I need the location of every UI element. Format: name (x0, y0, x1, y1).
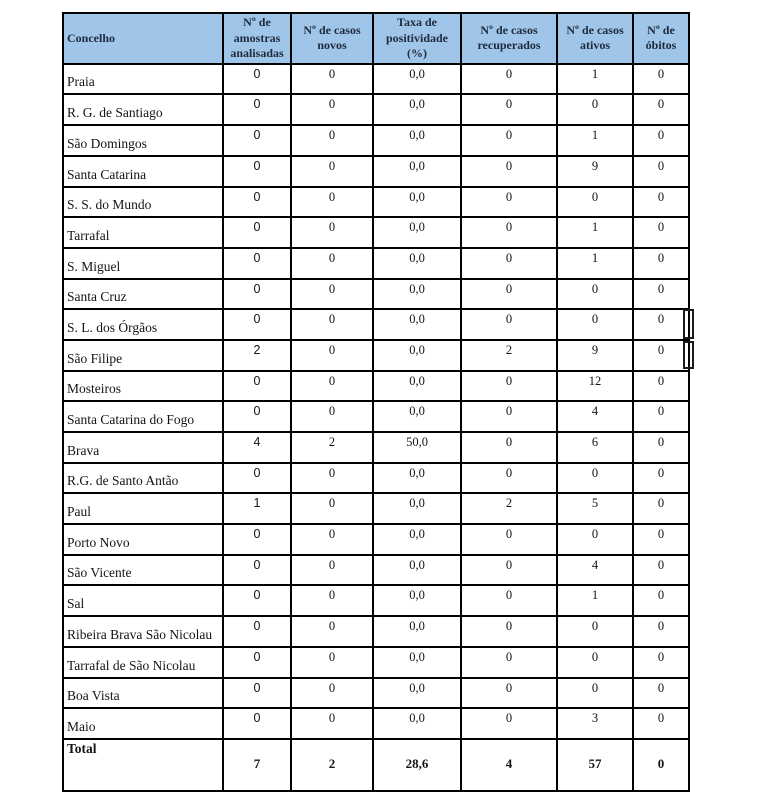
table-cell: 0 (557, 309, 633, 340)
total-cell: 4 (461, 739, 557, 791)
table-cell: 0 (223, 309, 291, 340)
table-cell: 0 (291, 125, 373, 156)
table-cell: 0 (223, 524, 291, 555)
table-cell: 0 (461, 555, 557, 586)
table-cell: 0 (291, 401, 373, 432)
table-cell: 1 (557, 64, 633, 95)
row-label: São Domingos (63, 125, 223, 156)
table-cell: 0 (633, 340, 689, 371)
table-cell: 0 (557, 94, 633, 125)
table-cell: 0 (633, 463, 689, 494)
table-cell: 0 (223, 678, 291, 709)
table-row (63, 493, 689, 524)
table-cell: 0 (291, 94, 373, 125)
table-cell: 0 (223, 708, 291, 739)
row-label: Praia (63, 64, 223, 95)
table-cell: 0 (223, 555, 291, 586)
table-cell: 0,0 (373, 217, 461, 248)
cases-by-concelho-table (62, 12, 690, 792)
table-cell: 0 (461, 708, 557, 739)
table-cell: 0 (633, 156, 689, 187)
table-cell: 0 (223, 187, 291, 218)
table-cell: 50,0 (373, 432, 461, 463)
table-cell: 0 (461, 432, 557, 463)
table-cell: 0 (461, 678, 557, 709)
row-label: Brava (63, 432, 223, 463)
table-cell: 9 (557, 156, 633, 187)
row-label: Boa Vista (63, 678, 223, 709)
table-cell: 0 (223, 616, 291, 647)
table-cell: 4 (557, 555, 633, 586)
table-row (63, 647, 689, 678)
table-cell: 0,0 (373, 463, 461, 494)
table-cell: 0 (633, 493, 689, 524)
table-cell: 0 (291, 187, 373, 218)
cases-table-container (62, 12, 690, 792)
table-cell: 0 (461, 217, 557, 248)
table-cell: 0 (291, 371, 373, 402)
table-cell: 0 (291, 64, 373, 95)
table-cell: 0 (223, 463, 291, 494)
row-label: Santa Catarina do Fogo (63, 401, 223, 432)
table-cell: 0 (223, 217, 291, 248)
table-cell: 0 (461, 647, 557, 678)
total-cell: 28,6 (373, 739, 461, 791)
table-cell: 0 (633, 678, 689, 709)
row-label: Santa Cruz (63, 279, 223, 310)
table-cell: 0 (633, 217, 689, 248)
row-label: R.G. de Santo Antão (63, 463, 223, 494)
column-header-concelho: Concelho (63, 13, 223, 64)
column-header-casos-ativos: Nº de casos ativos (557, 13, 633, 64)
total-cell: 7 (223, 739, 291, 791)
table-cell: 1 (557, 585, 633, 616)
row-label: Maio (63, 708, 223, 739)
table-row (63, 555, 689, 586)
table-cell: 0,0 (373, 647, 461, 678)
table-cell: 0,0 (373, 64, 461, 95)
table-cell: 0 (633, 64, 689, 95)
table-row (63, 432, 689, 463)
table-cell: 0,0 (373, 585, 461, 616)
table-cell: 0 (633, 371, 689, 402)
row-label: R. G. de Santiago (63, 94, 223, 125)
table-row (63, 217, 689, 248)
table-cell: 0 (461, 463, 557, 494)
table-cell: 0,0 (373, 94, 461, 125)
table-row (63, 401, 689, 432)
table-row (63, 678, 689, 709)
table-cell: 0,0 (373, 309, 461, 340)
table-cell: 0 (557, 524, 633, 555)
column-header-taxa-positividade: Taxa de positividade (%) (373, 13, 461, 64)
table-cell: 0 (557, 678, 633, 709)
row-label: Paul (63, 493, 223, 524)
table-cell: 0 (633, 248, 689, 279)
table-cell: 0 (291, 708, 373, 739)
total-cell: 57 (557, 739, 633, 791)
table-cell: 0 (557, 279, 633, 310)
table-cell: 0 (291, 156, 373, 187)
row-label: S. S. do Mundo (63, 187, 223, 218)
table-cell: 0 (223, 279, 291, 310)
table-cell: 0 (461, 94, 557, 125)
table-cell: 2 (461, 340, 557, 371)
total-label: Total (63, 739, 223, 791)
table-cell: 0,0 (373, 708, 461, 739)
table-cell: 0 (291, 248, 373, 279)
table-row (63, 708, 689, 739)
table-cell: 12 (557, 371, 633, 402)
table-cell: 0,0 (373, 678, 461, 709)
table-cell: 0 (633, 524, 689, 555)
table-cell: 0 (557, 463, 633, 494)
table-cell: 0 (223, 371, 291, 402)
column-header-amostras-analisadas: Nº de amostras analisadas (223, 13, 291, 64)
column-header-casos-novos: Nº de casos novos (291, 13, 373, 64)
table-cell: 0 (291, 279, 373, 310)
table-cell: 5 (557, 493, 633, 524)
table-row (63, 463, 689, 494)
table-cell: 0 (461, 524, 557, 555)
table-cell: 0 (223, 94, 291, 125)
table-cell: 0,0 (373, 248, 461, 279)
table-cell: 0 (633, 279, 689, 310)
table-cell: 0 (633, 647, 689, 678)
table-cell: 4 (223, 432, 291, 463)
table-cell: 0 (291, 555, 373, 586)
table-cell: 0,0 (373, 340, 461, 371)
table-cell: 0 (633, 555, 689, 586)
row-label: São Filipe (63, 340, 223, 371)
row-label: S. L. dos Órgãos (63, 309, 223, 340)
table-row (63, 585, 689, 616)
table-cell: 1 (223, 493, 291, 524)
table-row (63, 340, 689, 371)
table-row (63, 187, 689, 218)
row-label: Sal (63, 585, 223, 616)
table-cell: 0 (557, 187, 633, 218)
table-cell: 0 (461, 309, 557, 340)
row-label: São Vicente (63, 555, 223, 586)
table-cell: 0,0 (373, 156, 461, 187)
column-header-casos-recuperados: Nº de casos recuperados (461, 13, 557, 64)
table-cell: 0 (461, 585, 557, 616)
column-header-obitos: Nº de óbitos (633, 13, 689, 64)
table-cell: 0 (223, 248, 291, 279)
row-label: Mosteiros (63, 371, 223, 402)
table-cell: 0 (557, 647, 633, 678)
table-row (63, 94, 689, 125)
table-cell: 6 (557, 432, 633, 463)
table-cell: 4 (557, 401, 633, 432)
table-cell: 0,0 (373, 555, 461, 586)
table-cell: 0,0 (373, 524, 461, 555)
table-cell: 0 (291, 585, 373, 616)
table-cell: 0 (461, 64, 557, 95)
table-body (63, 64, 689, 739)
table-cell: 0,0 (373, 616, 461, 647)
table-cell: 0 (223, 64, 291, 95)
table-cell: 0,0 (373, 125, 461, 156)
table-cell: 0 (461, 616, 557, 647)
table-cell: 0 (223, 647, 291, 678)
table-cell: 0 (291, 309, 373, 340)
table-cell: 1 (557, 217, 633, 248)
table-cell: 0 (291, 340, 373, 371)
table-row (63, 371, 689, 402)
table-row (63, 524, 689, 555)
table-footer (63, 739, 689, 791)
table-cell: 0 (633, 187, 689, 218)
margin-bracket-mark-top (683, 309, 694, 339)
table-cell: 0 (291, 463, 373, 494)
table-cell: 0 (461, 156, 557, 187)
table-cell: 0 (291, 493, 373, 524)
table-row (63, 309, 689, 340)
row-label: Ribeira Brava São Nicolau (63, 616, 223, 647)
table-cell: 0 (633, 125, 689, 156)
table-row (63, 616, 689, 647)
table-cell: 1 (557, 248, 633, 279)
table-cell: 0 (633, 401, 689, 432)
table-cell: 0 (461, 279, 557, 310)
table-cell: 0 (633, 94, 689, 125)
table-cell: 0 (557, 616, 633, 647)
table-cell: 0 (223, 585, 291, 616)
table-cell: 9 (557, 340, 633, 371)
table-cell: 0,0 (373, 371, 461, 402)
row-label: Porto Novo (63, 524, 223, 555)
table-row (63, 279, 689, 310)
table-cell: 0 (633, 585, 689, 616)
row-label: S. Miguel (63, 248, 223, 279)
row-label: Santa Catarina (63, 156, 223, 187)
table-row (63, 156, 689, 187)
table-cell: 0,0 (373, 493, 461, 524)
table-cell: 3 (557, 708, 633, 739)
table-cell: 0 (461, 371, 557, 402)
table-cell: 0 (291, 217, 373, 248)
table-cell: 0 (633, 616, 689, 647)
table-cell: 0 (223, 125, 291, 156)
table-cell: 0 (461, 401, 557, 432)
table-cell: 0 (461, 248, 557, 279)
total-cell: 2 (291, 739, 373, 791)
table-cell: 2 (223, 340, 291, 371)
table-cell: 0 (633, 309, 689, 340)
table-cell: 0 (291, 524, 373, 555)
table-cell: 0 (461, 187, 557, 218)
table-cell: 0 (291, 647, 373, 678)
row-label: Tarrafal de São Nicolau (63, 647, 223, 678)
row-label: Tarrafal (63, 217, 223, 248)
table-row (63, 248, 689, 279)
margin-bracket-mark-bottom (683, 341, 694, 369)
table-cell: 0,0 (373, 401, 461, 432)
table-cell: 1 (557, 125, 633, 156)
table-cell: 0,0 (373, 279, 461, 310)
table-cell: 2 (461, 493, 557, 524)
table-cell: 0 (223, 156, 291, 187)
table-header (63, 13, 689, 64)
table-cell: 0 (223, 401, 291, 432)
table-row (63, 125, 689, 156)
table-cell: 0 (633, 708, 689, 739)
table-cell: 0 (461, 125, 557, 156)
header-row (63, 13, 689, 64)
table-cell: 0 (633, 432, 689, 463)
table-cell: 0 (291, 678, 373, 709)
total-cell: 0 (633, 739, 689, 791)
table-cell: 0,0 (373, 187, 461, 218)
total-row (63, 739, 689, 791)
table-row (63, 64, 689, 95)
table-cell: 0 (291, 616, 373, 647)
table-cell: 2 (291, 432, 373, 463)
